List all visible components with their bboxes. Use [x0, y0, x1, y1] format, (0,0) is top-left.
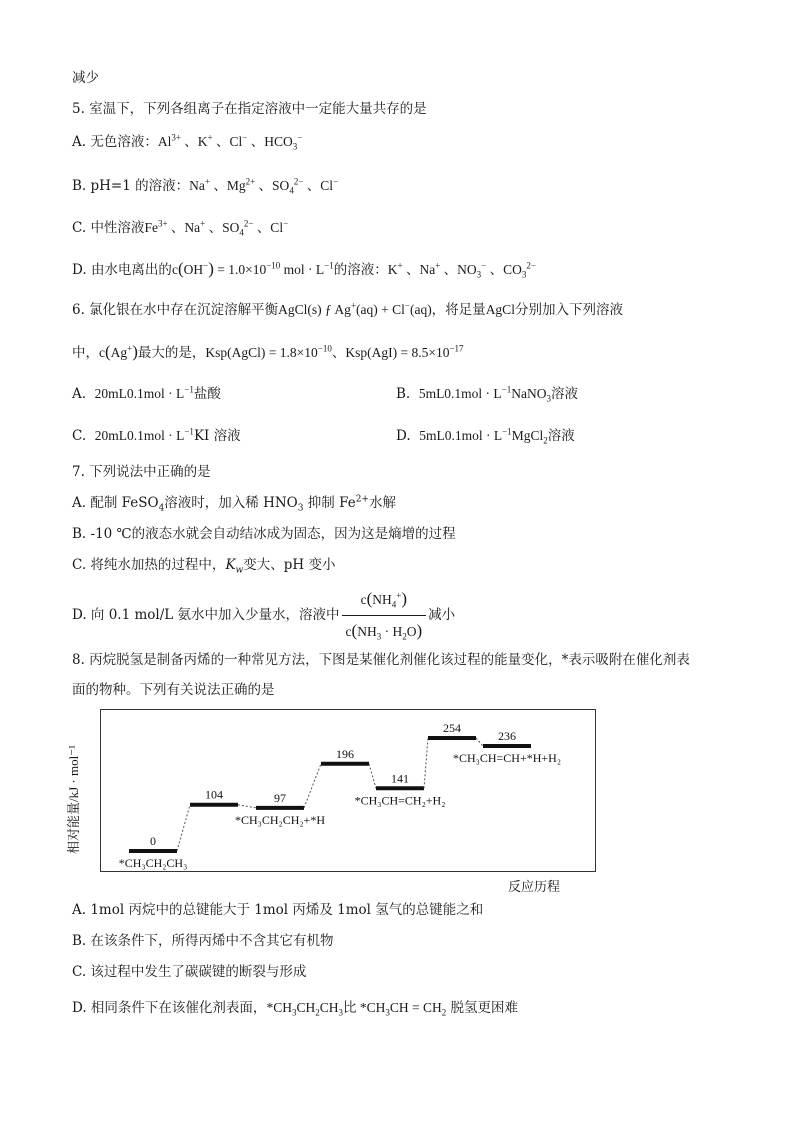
- species-label-1: *CH₃CH₂CH₂+*H: [235, 812, 325, 827]
- q7-option-b: B. -10 ℃的液态水就会自动结冰成为固态，因为这是熵增的过程: [72, 526, 456, 542]
- q7-option-a: A. 配制 FeSO$_4$溶液时，加入稀 $HNO_3$ 抑制 $Fe^{2+}$水解: [72, 494, 396, 514]
- energy-value-label-4: 141: [391, 771, 409, 786]
- energy-value-label-5: 254: [443, 721, 461, 735]
- energy-connector-1: [238, 805, 256, 808]
- q7-option-d: D. 向 0.1 mol/L 氨水中加入少量水，溶液中 $\frac{c(NH_4^+)}{c(NH_3 \cdot H_2O)}$ 减小: [72, 586, 455, 645]
- energy-value-label-6: 236: [498, 729, 516, 744]
- species-label-0: *CH₃CH₂CH₃: [118, 856, 188, 870]
- q6-option-d: D. $5mL0.1mol \cdot L^{-1}MgCl_2$溶液: [396, 426, 575, 446]
- q7-option-c: C. 将纯水加热的过程中，$K_w$变大、pH 变小: [72, 557, 336, 576]
- energy-value-label-1: 104: [205, 787, 223, 802]
- energy-connector-0: [177, 805, 190, 851]
- energy-connector-5: [476, 738, 483, 746]
- energy-value-label-0: 0: [150, 834, 156, 848]
- q5-stem: 5. 室温下，下列各组离子在指定溶液中一定能大量共存的是: [72, 101, 427, 117]
- q7-stem: 7. 下列说法中正确的是: [72, 464, 211, 480]
- energy-connector-2: [304, 764, 321, 808]
- q6-stem-line2: 中，c(Ag+)最大的是，Ksp(AgCl) = $1.8\times 10^{-10}$、$Ksp(AgI) = 8.5\times 10^{-17}$: [72, 342, 464, 361]
- chart-y-axis-label: [58, 730, 90, 860]
- q8-stem-line1: 8. 丙烷脱氢是制备丙烯的一种常见方法，下图是某催化剂催化该过程的能量变化，*表示吸附在催化剂表: [72, 652, 690, 668]
- chart-x-axis-label: 反应历程: [508, 880, 561, 895]
- concentration-ratio: $\frac{c(NH_4^+)}{c(NH_3 \cdot H_2O)}$: [342, 586, 427, 645]
- q5-option-b: B. pH=1 的溶液：Na+ 、$Mg^{2+}$ 、$SO_4^{2-}$ 、Cl−: [72, 176, 339, 196]
- energy-value-label-3: 196: [336, 746, 354, 761]
- q5-option-a: A. 无色溶液：$Al^{3+}$ 、K+ 、Cl− 、$HCO_3^-$: [72, 132, 303, 152]
- q6-option-a: A. $20mL0.1mol \cdot L^{-1}$盐酸: [72, 384, 221, 402]
- carry-over-text: 减少: [72, 70, 99, 86]
- q8-option-c: C. 该过程中发生了碳碳键的断裂与形成: [72, 964, 307, 980]
- energy-value-label-2: 97: [274, 790, 286, 805]
- q8-stem-line2: 面的物种。下列有关说法正确的是: [72, 682, 275, 698]
- y-axis-label-text: 相对能量/kJ · mol⁻¹: [66, 745, 81, 854]
- energy-diagram: [100, 709, 596, 872]
- species-label-3: *CH₃CH=CH+*H+H₂: [452, 751, 562, 766]
- energy-connector-3: [369, 764, 376, 788]
- q8-option-d: D. 相同条件下在该催化剂表面，$*CH_3CH_2CH_3$比 $*CH_3CH = CH_2$ 脱氢更困难: [72, 1000, 519, 1018]
- q6-stem-line1: 6. 氯化银在水中存在沉淀溶解平衡AgCl(s) ƒ Ag+(aq) + Cl−(aq)，将足量AgCl分别加入下列溶液: [72, 300, 623, 318]
- q6-option-c: C. $20mL0.1mol \cdot L^{-1}KI$ 溶液: [72, 426, 241, 444]
- q8-option-b: B. 在该条件下，所得丙烯中不含其它有机物: [72, 933, 334, 949]
- q6-option-b: B. $5mL0.1mol \cdot L^{-1}NaNO_3$溶液: [396, 384, 579, 404]
- q5-option-d: D. 由水电离出的$c(OH^-) = 1.0\times 10^{-10}$ mol · $L^{-1}$的溶液：K+ 、Na+ 、$NO_3^-$ 、$CO_3^{2-}$: [72, 259, 536, 280]
- energy-diagram-svg: [101, 710, 595, 871]
- energy-connector-4: [424, 738, 428, 788]
- q8-option-a: A. 1mol 丙烷中的总键能大于 1mol 丙烯及 1mol 氢气的总键能之和: [72, 902, 484, 918]
- q5-option-c: C. 中性溶液$Fe^{3+}$ 、Na+ 、$SO_4^{2-}$ 、Cl−: [72, 218, 289, 238]
- species-label-2: *CH₃CH=CH₂+H₂: [354, 793, 446, 808]
